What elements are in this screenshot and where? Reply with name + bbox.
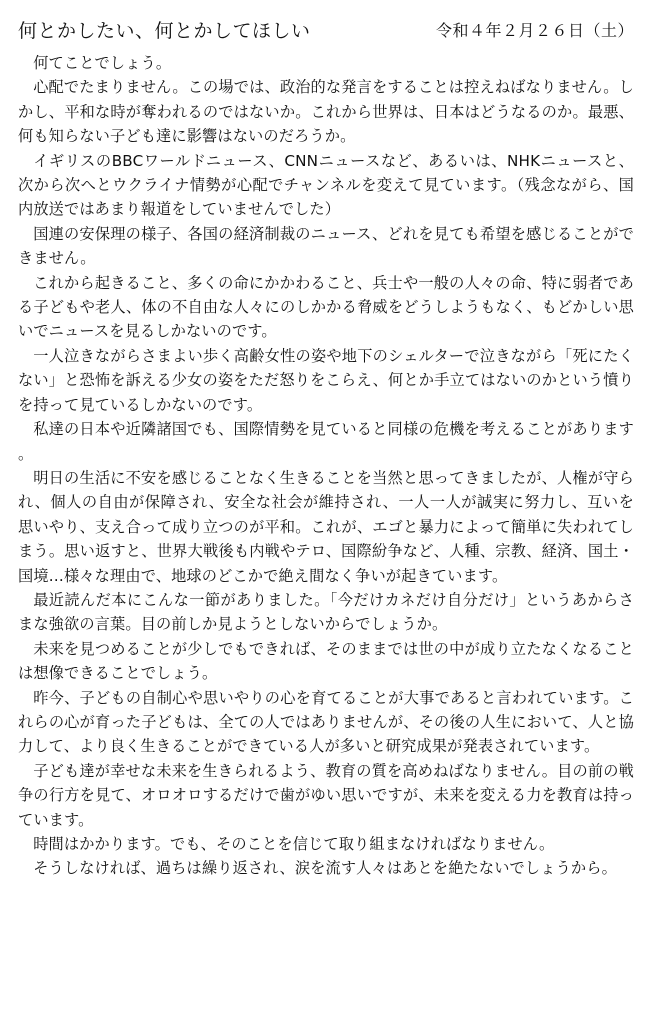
paragraph: 子ども達が幸せな未来を生きられるよう、教育の質を高めねばなりません。目の前の戦争の行方を見て、オロオロするだけで歯がゆい思いですが、未来を変える力を教育は持っています。 bbox=[18, 761, 634, 829]
paragraph: 何てことでしょう。 bbox=[33, 54, 172, 72]
document-title: 何とかしたい、何とかしてほしい bbox=[18, 20, 311, 42]
paragraph: イギリスのBBCワールドニュース、CNNニュースなど、あるいは、NHKニュースと、次から次へとウクライナ情勢が心配でチャンネルを変えて見ています。（残念ながら、国内放送ではあまり報道をしていませんでした） bbox=[18, 151, 634, 219]
paragraph: 私達の日本や近隣諸国でも、国際情勢を見ていると同様の危機を考えることがあります。 bbox=[18, 420, 634, 463]
paragraph: 一人泣きながらさまよい歩く高齢女性の姿や地下のシェルターで泣きながら「死にたくない」と恐怖を訴える少女の姿をただ怒りをこらえ、何とか手立てはないのかという憤りを持って見ているしかないのです。 bbox=[18, 346, 634, 414]
paragraph: 明日の生活に不安を感じることなく生きることを当然と思ってきましたが、人権が守られ、個人の自由が保障され、安全な社会が維持され、一人一人が誠実に努力し、互いを思いやり、支え合って成り立つのが平和。これが、エゴと暴力によって簡単に失われてしまう。思い返すと、世界大戦後も内戦やテロ、国際紛争など、人種、宗教、経済、国土・国境…様々な理由で、地球のどこかで絶え間なく争いが起きています。 bbox=[18, 468, 634, 585]
paragraph: 未来を見つめることが少しでもできれば、そのままでは世の中が成り立たなくなることは想像できることでしょう。 bbox=[18, 639, 634, 683]
paragraph: 時間はかかります。でも、そのことを信じて取り組まなければなりません。 bbox=[33, 835, 555, 853]
document-date: 令和４年２月２６日（土） bbox=[435, 21, 634, 40]
paragraph: 心配でたまりません。この場では、政治的な発言をすることは控えねばなりません。しかし、平和な時が奪われるのではないか。これから世界は、日本はどうなるのか。最悪、何も知らない子ども達に影響はないのだろうか。 bbox=[18, 78, 634, 146]
document-header bbox=[18, 16, 634, 42]
paragraph: 昨今、子どもの自制心や思いやりの心を育てることが大事であると言われています。これらの心が育った子どもは、全ての人ではありませんが、その後の人生において、人と協力して、より良く生きることができている人が多いと研究成果が発表されています。 bbox=[18, 688, 634, 756]
paragraph: 国連の安保理の様子、各国の経済制裁のニュース、どれを見ても希望を感じることができません。 bbox=[18, 224, 634, 268]
document-body bbox=[18, 51, 634, 881]
paragraph: そうしなければ、過ちは繰り返され、涙を流す人々はあとを絶たないでしょうから。 bbox=[33, 859, 617, 878]
paragraph: 最近読んだ本にこんな一節がありました。「今だけカネだけ自分だけ」というあからさまな強欲の言葉。目の前しか見ようとしないからでしょうか。 bbox=[18, 590, 634, 634]
paragraph: これから起きること、多くの命にかかわること、兵士や一般の人々の命、特に弱者である子どもや老人、体の不自由な人々にのしかかる脅威をどうしようもなく、もどかしい思いでニュースを見るしかないのです。 bbox=[18, 273, 634, 341]
